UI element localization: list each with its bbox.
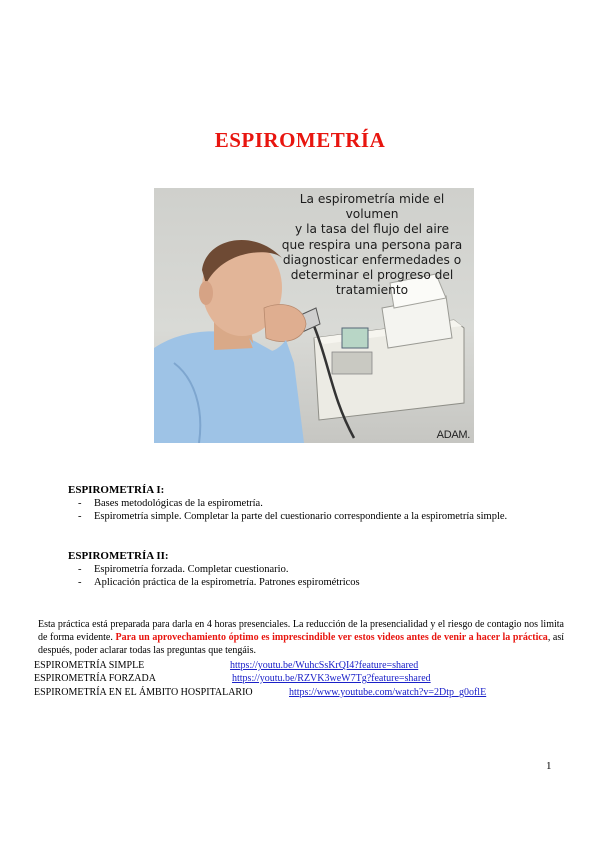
list-item-text: Espirometría simple. Completar la parte del cuestionario correspondiente a la espirometría simple. [94,511,508,522]
video-link-row [34,686,564,699]
page-title: ESPIROMETRÍA [214,128,386,152]
caption-line: determinar el progreso del [290,268,454,283]
list-item-text: Aplicación práctica de la espirometría. Patrones espirométricos [94,577,360,588]
section-2-list [78,563,360,589]
list-item: - Espirometría simple. Completar la parte del cuestionario correspondiente a la espirometría simple. [78,511,508,522]
video-link-label: ESPIROMETRÍA FORZADA [34,673,156,684]
page-number: 1 [546,760,552,772]
video-link-label: ESPIROMETRÍA EN EL ÁMBITO HOSPITALARIO [34,687,253,698]
spirometry-illustration [154,188,474,443]
video-link-label: ESPIROMETRÍA SIMPLE [34,660,145,671]
paragraph-text: Esta práctica está preparada para darla en 4 horas presenciales. La reducción de la presencialidad y el riesgo de contagio nos limita de forma evidente. [38,619,564,644]
paragraph-highlight: Para un aprovechamiento óptimo es imprescindible ver estos videos antes de venir a hacer la práctica [115,632,548,644]
video-link-row [34,659,554,672]
caption-line: que respira una persona para [281,237,463,252]
list-item: - Aplicación práctica de la espirometría. Patrones espirométricos [78,577,360,588]
caption-line: diagnosticar enfermedades o [282,252,462,267]
video-link-espirometria-simple[interactable]: https://youtu.be/WuhcSsKrQI4?feature=shared [230,660,419,671]
caption-line: La espirometría mide el volumen [299,192,445,222]
list-item: - Bases metodológicas de la espirometría. [78,498,263,509]
section-1-list [78,497,507,523]
caption-line: tratamiento [335,283,409,298]
caption-line: y la tasa del flujo del aire [295,222,449,237]
section-heading-espirometria-2: ESPIROMETRÍA II: [68,550,169,562]
list-item: - Espirometría forzada. Completar cuestionario. [78,564,289,575]
video-link-espirometria-hospitalaria[interactable]: https://www.youtube.com/watch?v=2Dtp_g0oflE [289,687,487,698]
practice-description [38,618,564,658]
video-link-row [34,672,554,685]
section-heading-espirometria-1: ESPIROMETRÍA I: [68,484,165,496]
video-link-espirometria-forzada[interactable]: https://youtu.be/RZVK3weW7Tg?feature=shared [232,673,431,684]
paragraph-text: , así después, poder aclarar todas las preguntas que tengáis. [38,632,565,657]
illustration-caption [272,192,472,298]
list-item-text: Espirometría forzada. Completar cuestionario. [94,564,289,575]
list-item-text: Bases metodológicas de la espirometría. [94,498,263,509]
adam-logo: ADAM. [436,429,470,441]
